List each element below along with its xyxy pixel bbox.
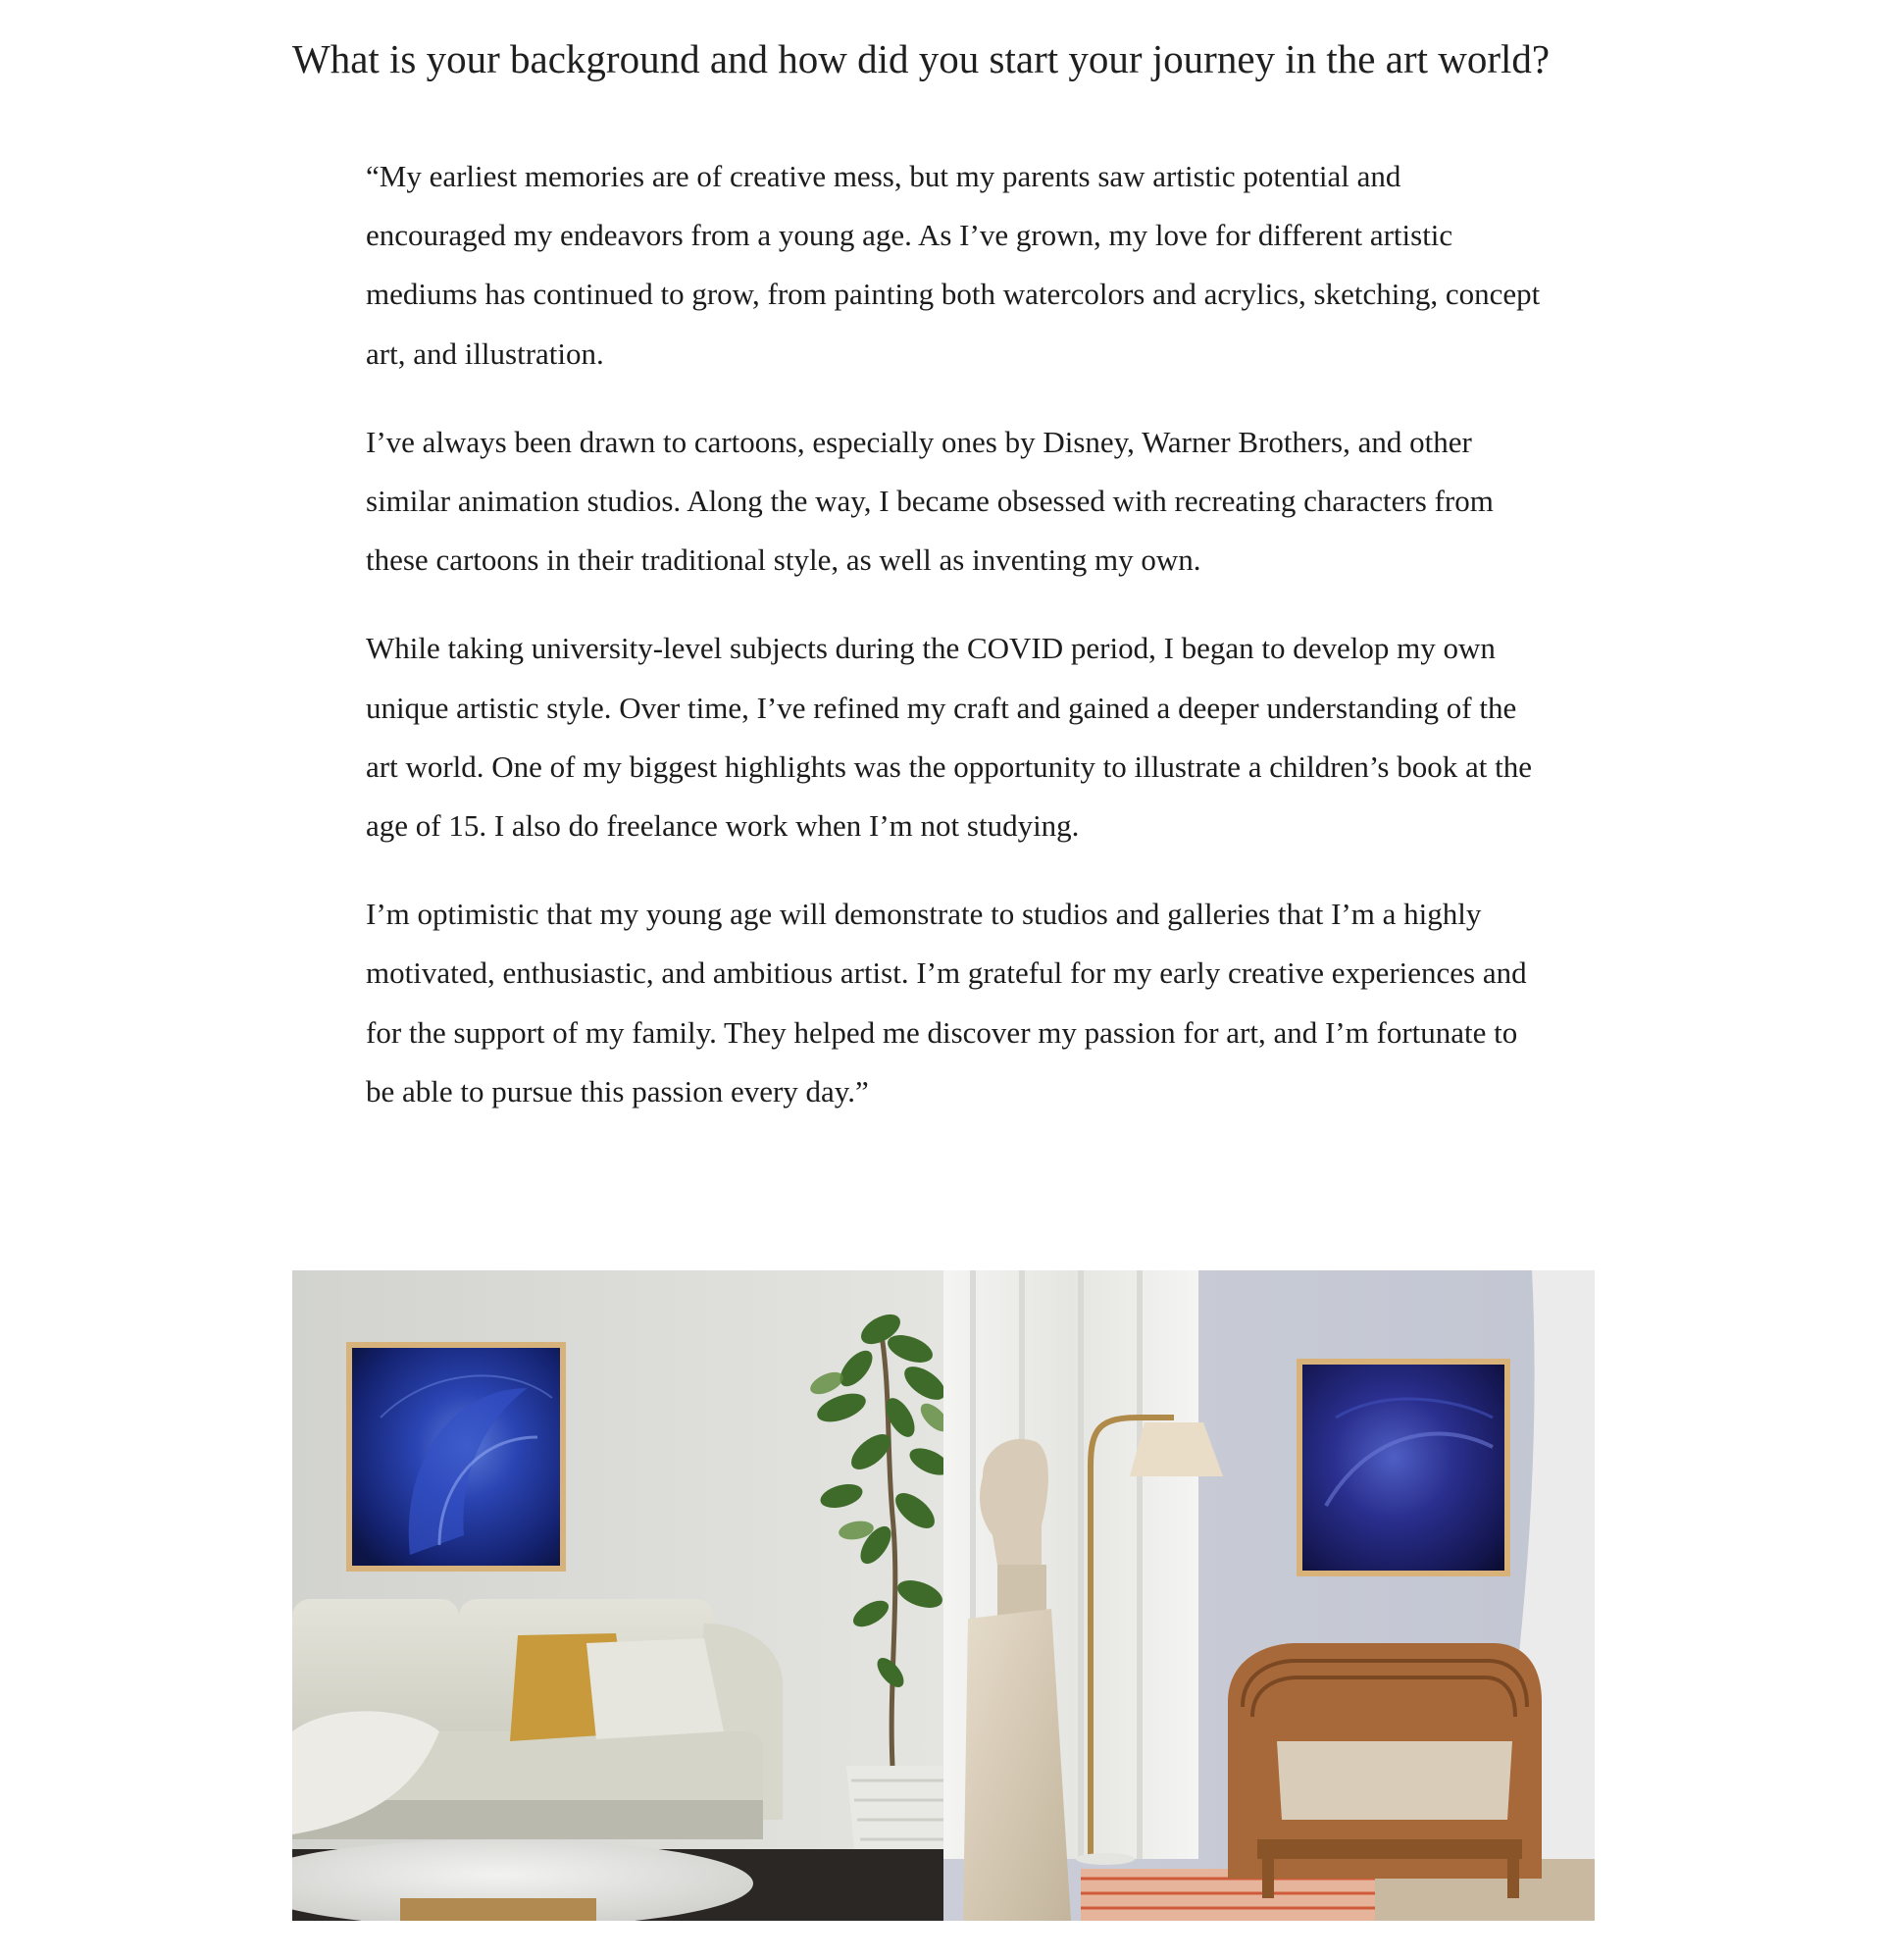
reading-corner-photo[interactable] [943, 1270, 1595, 1921]
blue-painting [1302, 1365, 1504, 1571]
interview-question: What is your background and how did you start your journey in the art world? [292, 36, 1551, 81]
interview-answer [366, 147, 1543, 1151]
living-room-photo[interactable] [292, 1270, 943, 1921]
rattan-chair [1228, 1643, 1542, 1898]
answer-paragraph-1: “My earliest memories are of creative mess, but my parents saw artistic potential and encouraged my endeavors from a young age. As I’ve grown, my love for different artistic mediums has continued to grow, from painting both watercolors and acrylics, sketching, concept art, and illustration. [366, 159, 1541, 371]
chair-cushion [1277, 1741, 1512, 1820]
answer-paragraph-4: I’m optimistic that my young age will demonstrate to studios and galleries that I’m a highly motivated, enthusiastic, and ambitious artist. I’m grateful for my early creative experiences and for the support of my family. They helped me discover my passion for art, and I’m fortunate to be able to pursue this passion every day.” [366, 897, 1527, 1109]
answer-paragraph-3: While taking university-level subjects during the COVID period, I began to develop my own unique artistic style. Over time, I’ve refined my craft and gained a deeper understanding of the art world. One of my biggest highlights was the opportunity to illustrate a children’s book at the age of 15. I also do freelance work when I’m not studying. [366, 631, 1532, 844]
answer-paragraph-2: I’ve always been drawn to cartoons, especially ones by Disney, Warner Brothers, and other similar animation studios. Along the way, I became obsessed with recreating characters from these cartoons in their traditional style, as well as inventing my own. [366, 424, 1494, 578]
artwork-gallery [292, 1270, 1595, 1921]
